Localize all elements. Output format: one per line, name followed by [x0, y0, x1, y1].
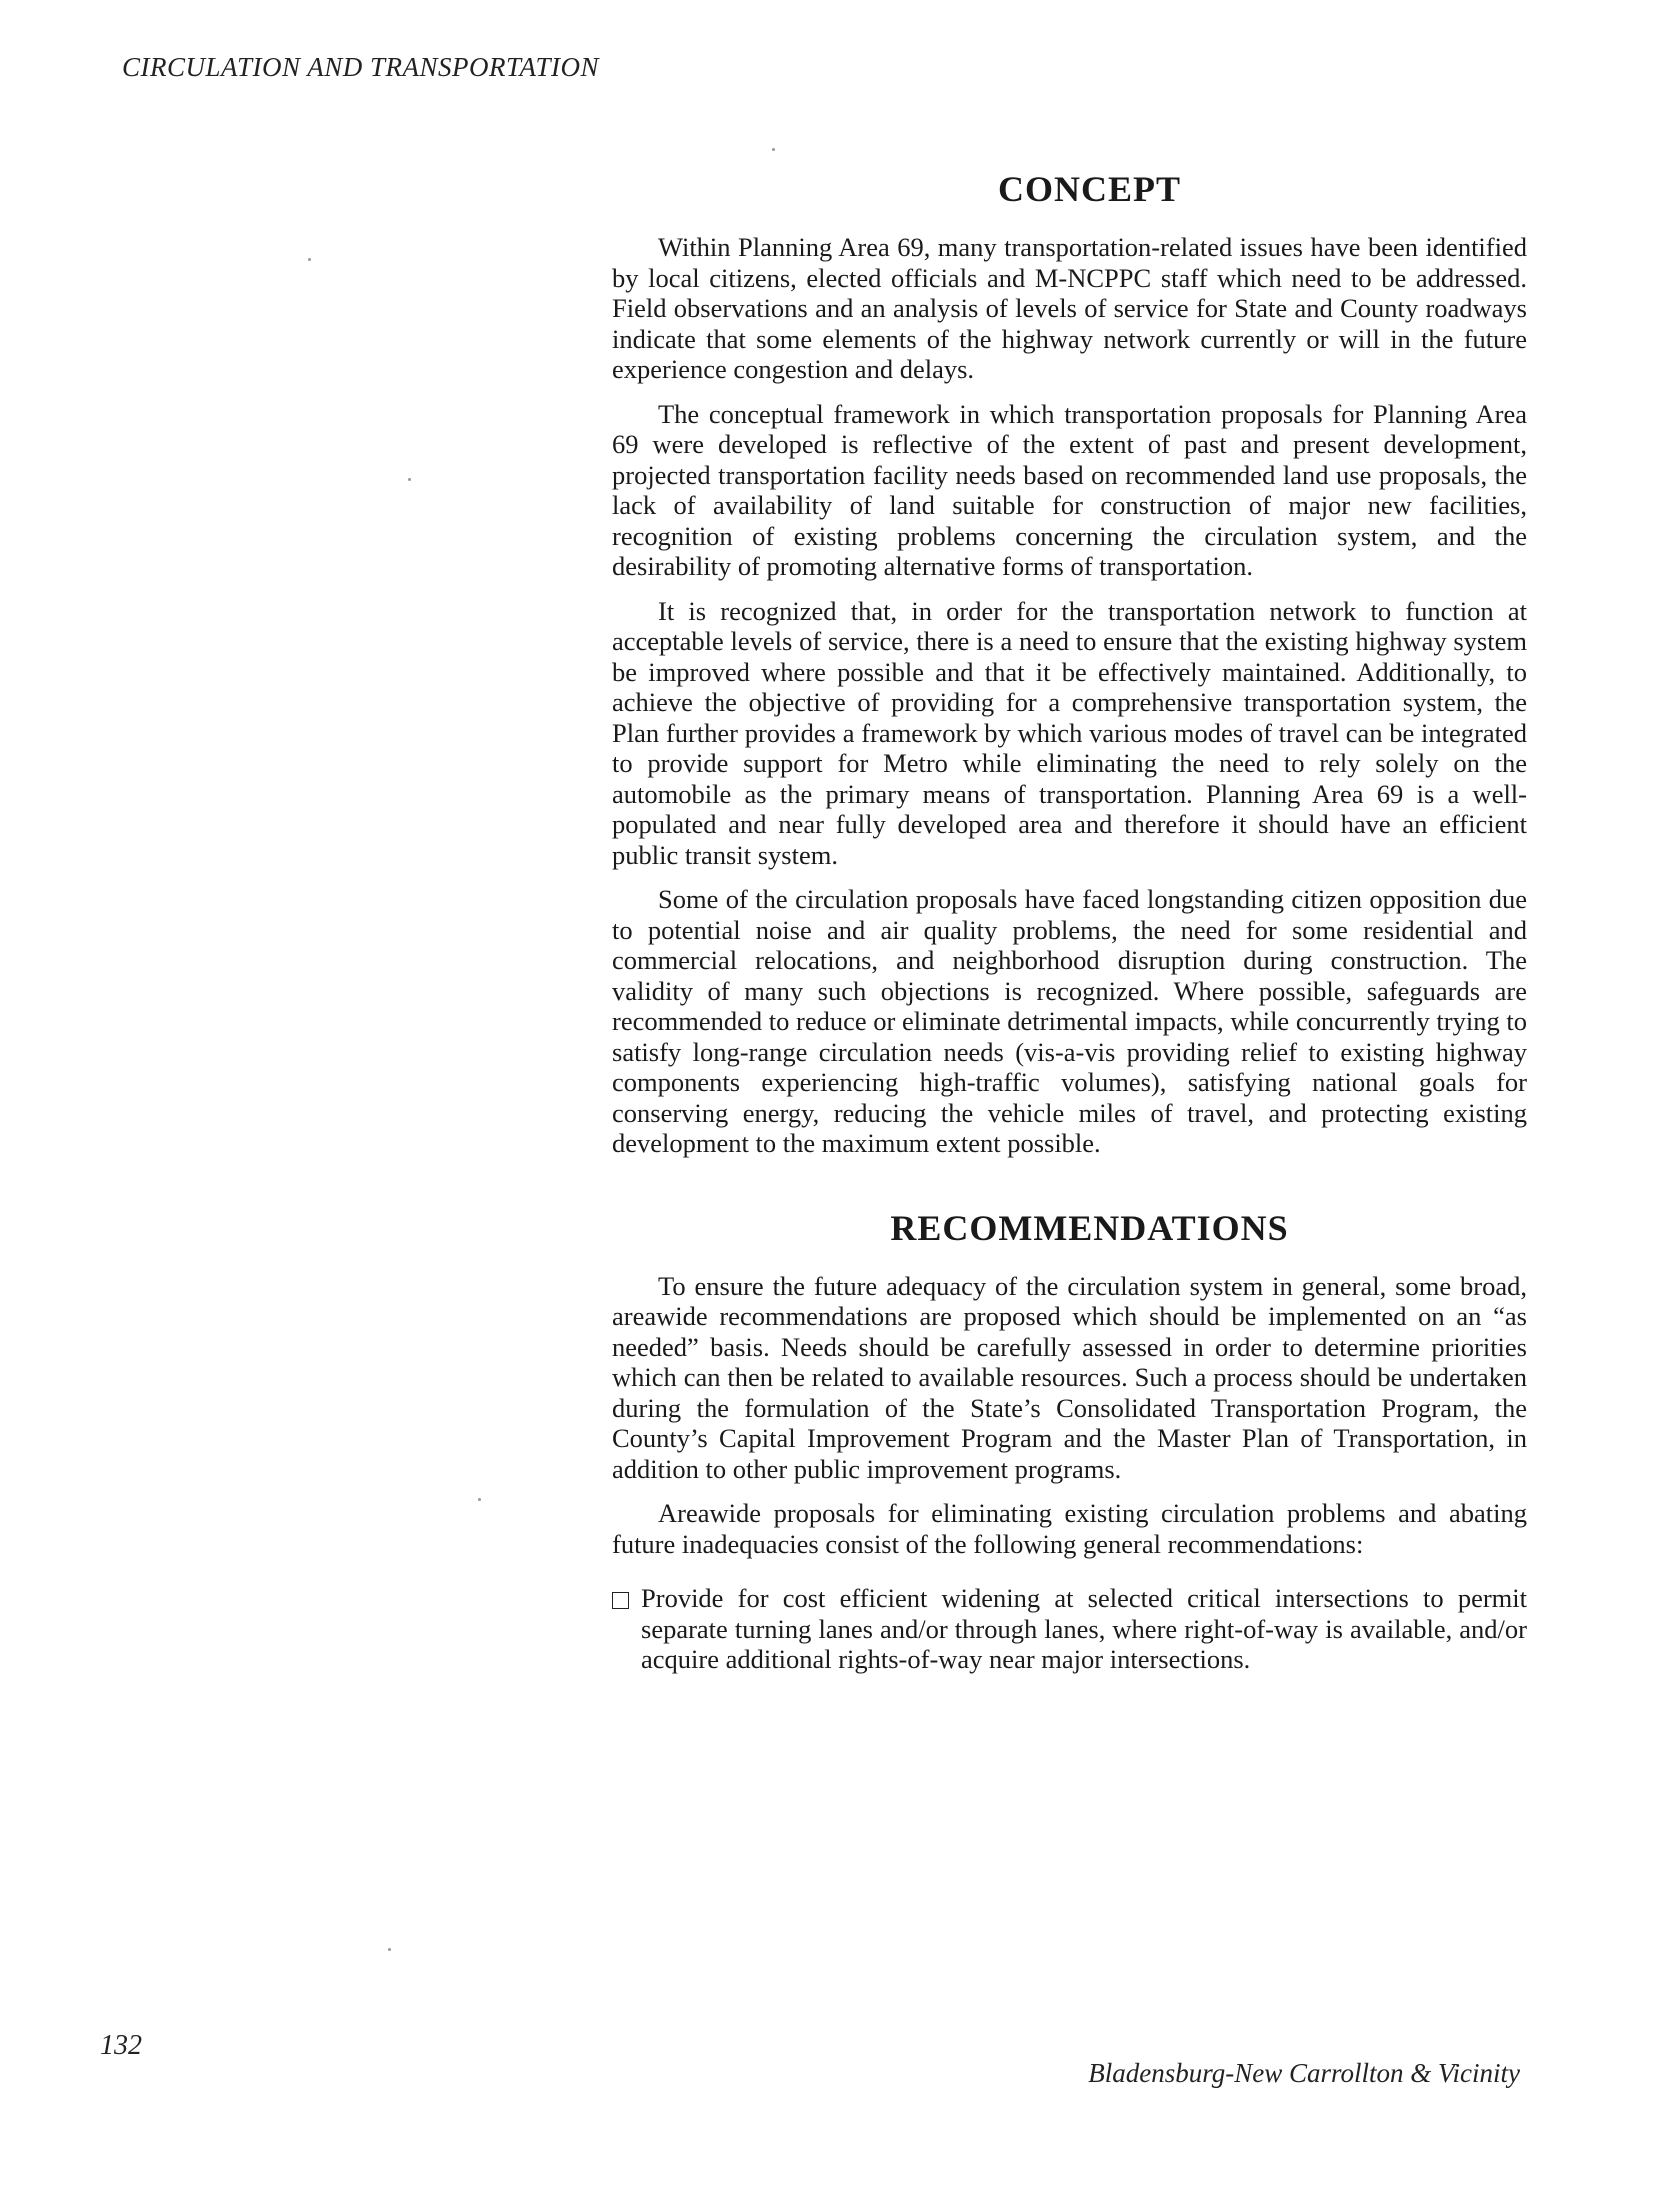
- recommendation-bullet: [612, 1583, 1527, 1675]
- page-number: 132: [100, 2030, 142, 2061]
- scan-speck: [408, 478, 411, 481]
- scan-speck: [388, 1948, 391, 1951]
- checkbox-bullet-icon: [612, 1592, 629, 1609]
- bullet-text: Provide for cost efficient widening at selected critical intersections to permit separate turning lanes and/or through lanes, where right-of-way is available, and/or acquire additional rights-of-way near major intersections.: [641, 1583, 1527, 1674]
- scan-speck: [772, 148, 775, 151]
- main-column: [612, 168, 1527, 1675]
- scan-speck: [478, 1498, 481, 1501]
- concept-paragraph: It is recognized that, in order for the transportation network to function at acceptable levels of service, there is a need to ensure that the existing highway system be improved where possible and that it be effectively maintained. Additionally, to achieve the objective of providing for a comprehensive transportation system, the Plan further provides a framework by which various modes of travel can be integrated to provide support for Metro while eliminating the need to rely solely on the automobile as the primary means of transportation. Planning Area 69 is a well-populated and near fully developed area and therefore it should have an efficient public transit system.: [612, 595, 1527, 870]
- concept-paragraph: The conceptual framework in which transportation proposals for Planning Area 69 were developed is reflective of the extent of past and present development, projected transportation facility needs based on recommended land use proposals, the lack of availability of land suitable for construction of major new facilities, recognition of existing problems concerning the circulation system, and the desirability of promoting alternative forms of transportation.: [612, 398, 1527, 581]
- recommendations-paragraph: Areawide proposals for eliminating existing circulation problems and abating future inadequacies consist of the following general recommendations:: [612, 1498, 1527, 1559]
- concept-heading: CONCEPT: [997, 169, 1181, 209]
- concept-paragraph: Within Planning Area 69, many transportation-related issues have been identified by local citizens, elected officials and M-NCPPC staff which need to be addressed. Field observations and an analysis of levels of service for State and County roadways indicate that some elements of the highway network currently or will in the future experience congestion and delays.: [612, 232, 1527, 384]
- running-head: CIRCULATION AND TRANSPORTATION: [122, 52, 600, 82]
- recommendations-heading: RECOMMENDATIONS: [890, 1207, 1289, 1248]
- footer-document-title: Bladensburg-New Carrollton & Vicinity: [1088, 2058, 1520, 2088]
- scan-speck: [308, 258, 311, 261]
- recommendations-paragraph: To ensure the future adequacy of the circulation system in general, some broad, areawide recommendations are proposed which should be implemented on an “as needed” basis. Needs should be carefully assessed in order to determine priorities which can then be related to available resources. Such a process should be undertaken during the formulation of the State’s Consolidated Transportation Program, the County’s Capital Improvement Program and the Master Plan of Transportation, in addition to other public improvement programs.: [612, 1270, 1527, 1484]
- concept-paragraph: Some of the circulation proposals have faced longstanding citizen opposition due to potential noise and air quality problems, the need for some residential and commercial relocations, and neighborhood disruption during construction. The validity of many such objections is recognized. Where possible, safeguards are recommended to reduce or eliminate detrimental impacts, while concurrently trying to satisfy long-range circulation needs (vis-a-vis providing relief to existing highway components experiencing high-traffic volumes), satisfying national goals for conserving energy, reducing the vehicle miles of travel, and protecting existing development to the maximum extent possible.: [612, 884, 1527, 1158]
